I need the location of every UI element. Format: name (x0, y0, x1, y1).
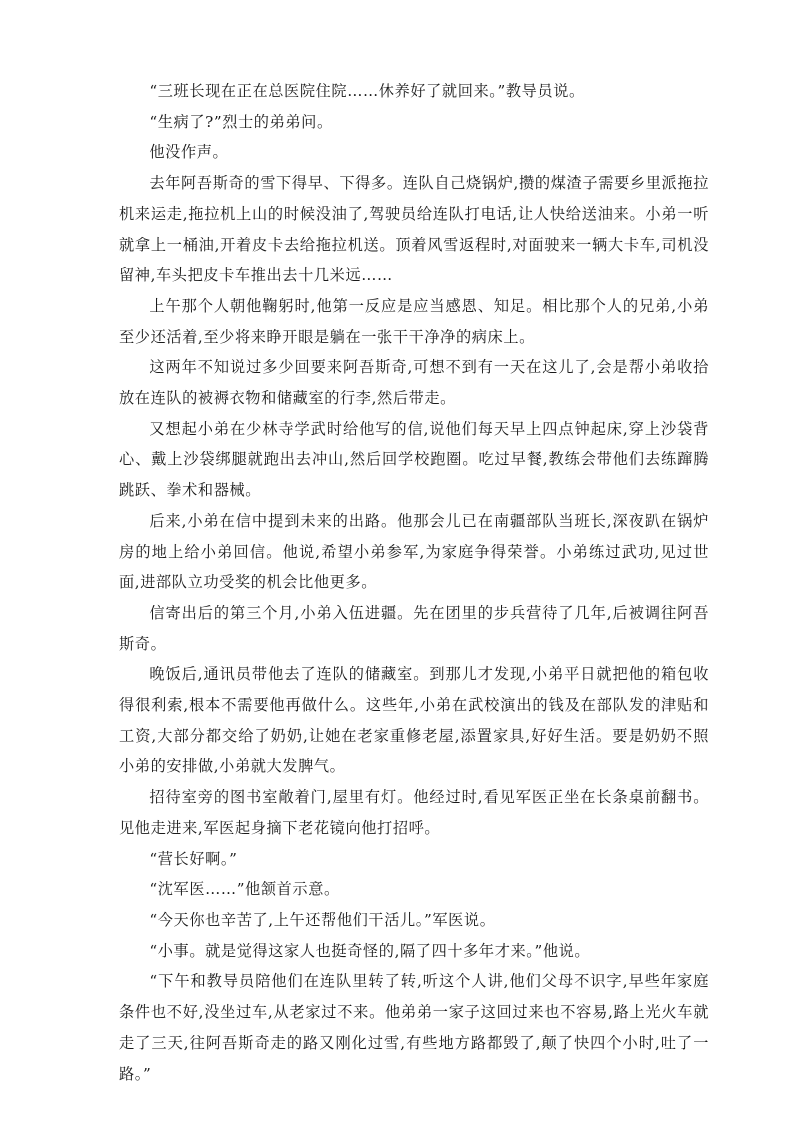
body-text (119, 76, 709, 1089)
paragraph-text: 招待室旁的图书室敞着门,屋里有灯。他经过时,看见军医正坐在长条桌前翻书。见他走进来,军医起身摘下老花镜向他打招呼。 (119, 788, 709, 837)
paragraph-text: 这两年不知说过多少回要来阿吾斯奇,可想不到有一天在这儿了,会是帮小弟收拾放在连队的被褥衣物和储藏室的行李,然后带走。 (119, 358, 709, 408)
paragraph (119, 966, 709, 1089)
paragraph-text: 上午那个人朝他鞠躬时,他第一反应是应当感恩、知足。相比那个人的兄弟,小弟至少还活着,至少将来睁开眼是躺在一张干干净净的病床上。 (119, 296, 709, 346)
paragraph-text: “三班长现在正在总医院住院……休养好了就回来。”教导员说。 (149, 82, 585, 100)
paragraph-text: 晚饭后,通讯员带他去了连队的储藏室。到那儿才发现,小弟平日就把他的箱包收得很利索,根本不需要他再做什么。这些年,小弟在武校演出的钱及在部队发的津贴和工资,大部分都交给了奶奶,让她在老家重修老屋,添置家具,好好生活。要是奶奶不照小弟的安排做,小弟就大发脾气。 (119, 665, 709, 776)
paragraph-text: “生病了?”烈士的弟弟问。 (149, 112, 333, 131)
paragraph-text: 又想起小弟在少林寺学武时给他写的信,说他们每天早上四点钟起床,穿上沙袋背心、戴上沙袋绑腿就跑出去冲山,然后回学校跑圈。吃过早餐,教练会带他们去练蹿腾跳跃、拳术和器械。 (119, 419, 709, 500)
paragraph-text: “沈军医……”他颔首示意。 (149, 880, 340, 899)
paragraph (119, 874, 709, 905)
paragraph (119, 168, 709, 291)
paragraph-text: “下午和教导员陪他们在连队里转了转,听这个人讲,他们父母不识字,早些年家庭条件也不好,没坐过车,从老家过不来。他弟弟一家子这回过来也不容易,路上光火车就走了三天,往阿吾斯奇走的路又刚化过雪,有些地方路都毁了,颠了快四个小时,吐了一路。” (119, 972, 709, 1083)
paragraph (119, 137, 709, 168)
paragraph-text: “今天你也辛苦了,上午还帮他们干活儿。”军医说。 (149, 910, 496, 929)
paragraph-text: 去年阿吾斯奇的雪下得早、下得多。连队自己烧锅炉,攒的煤渣子需要乡里派拖拉机来运走,拖拉机上山的时候没油了,驾驶员给连队打电话,让人快给送油来。小弟一听就拿上一桶油,开着皮卡去给拖拉机送。顶着风雪返程时,对面驶来一辆大卡车,司机没留神,车头把皮卡车推出去十几米远…… (119, 174, 709, 285)
paragraph (119, 291, 709, 352)
paragraph (119, 905, 709, 936)
paragraph (119, 598, 709, 659)
paragraph-text: 后来,小弟在信中提到未来的出路。他那会儿已在南疆部队当班长,深夜趴在锅炉房的地上给小弟回信。他说,希望小弟参军,为家庭争得荣誉。小弟练过武功,见过世面,进部队立功受奖的机会比他更多。 (119, 511, 709, 592)
paragraph (119, 844, 709, 875)
paragraph (119, 414, 709, 506)
paragraph (119, 936, 709, 967)
paragraph-text: 他没作声。 (149, 143, 229, 162)
paragraph (119, 107, 709, 138)
paragraph (119, 76, 709, 107)
paragraph (119, 659, 709, 782)
paragraph (119, 352, 709, 413)
paragraph-text: “营长好啊。” (149, 849, 238, 868)
paragraph-text: 信寄出后的第三个月,小弟入伍进疆。先在团里的步兵营待了几年,后被调往阿吾斯奇。 (119, 603, 709, 653)
paragraph (119, 506, 709, 598)
paragraph (119, 782, 709, 843)
paragraph-text: “小事。就是觉得这家人也挺奇怪的,隔了四十多年才来。”他说。 (149, 941, 591, 960)
